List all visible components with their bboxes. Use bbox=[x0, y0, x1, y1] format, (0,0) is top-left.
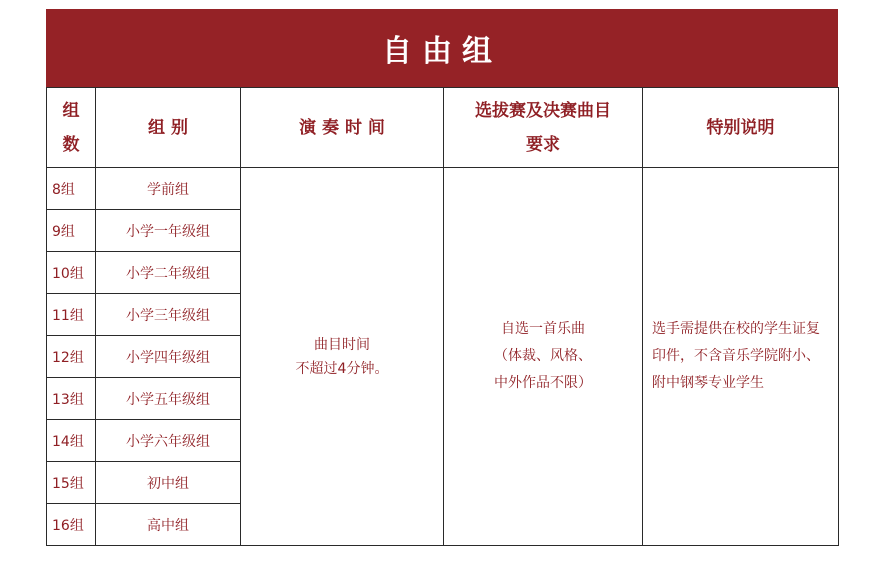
group-name: 小学四年级组 bbox=[96, 336, 241, 378]
group-name: 小学六年级组 bbox=[96, 420, 241, 462]
group-name: 小学一年级组 bbox=[96, 210, 241, 252]
group-name: 初中组 bbox=[96, 462, 241, 504]
header-group-number: 组 数 bbox=[47, 88, 96, 168]
group-number: 14组 bbox=[47, 420, 96, 462]
table-row bbox=[47, 168, 839, 210]
group-number: 8组 bbox=[47, 168, 96, 210]
group-number: 13组 bbox=[47, 378, 96, 420]
group-number: 12组 bbox=[47, 336, 96, 378]
table-title: 自由组 bbox=[46, 9, 838, 87]
group-number: 9组 bbox=[47, 210, 96, 252]
free-group-table-frame bbox=[46, 9, 838, 546]
duration-cell: 曲目时间 不超过4分钟。 bbox=[241, 168, 444, 546]
notes-cell: 选手需提供在校的学生证复印件，不含音乐学院附小、附中钢琴专业学生 bbox=[643, 168, 839, 546]
header-duration: 演 奏 时 间 bbox=[241, 88, 444, 168]
group-number: 15组 bbox=[47, 462, 96, 504]
group-name: 小学五年级组 bbox=[96, 378, 241, 420]
group-number: 11组 bbox=[47, 294, 96, 336]
header-group-name: 组 别 bbox=[96, 88, 241, 168]
group-number: 16组 bbox=[47, 504, 96, 546]
group-name: 高中组 bbox=[96, 504, 241, 546]
header-row bbox=[47, 88, 839, 168]
group-name: 学前组 bbox=[96, 168, 241, 210]
group-number: 10组 bbox=[47, 252, 96, 294]
free-group-table bbox=[46, 87, 839, 546]
group-name: 小学二年级组 bbox=[96, 252, 241, 294]
group-name: 小学三年级组 bbox=[96, 294, 241, 336]
header-notes: 特别说明 bbox=[643, 88, 839, 168]
header-repertoire: 选拔赛及决赛曲目 要求 bbox=[444, 88, 643, 168]
repertoire-cell: 自选一首乐曲 （体裁、风格、 中外作品不限） bbox=[444, 168, 643, 546]
